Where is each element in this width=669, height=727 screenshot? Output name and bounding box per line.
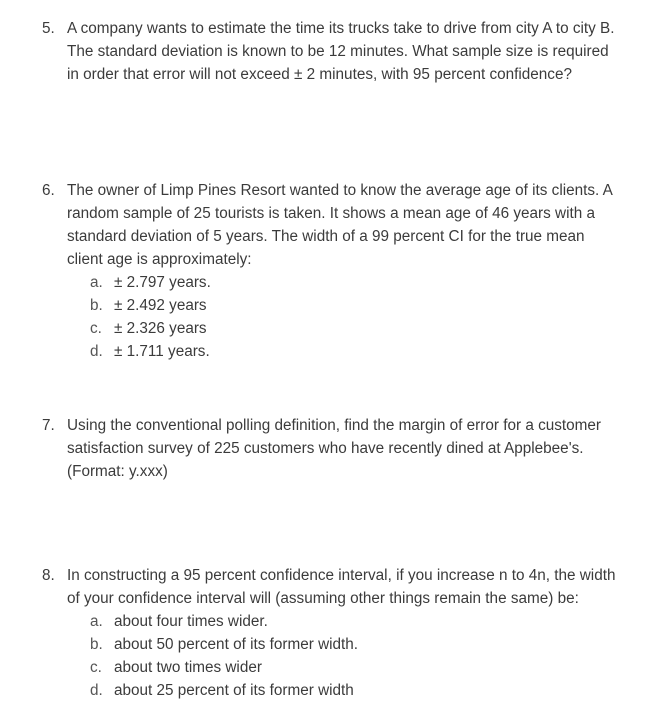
question-number: 7.	[42, 417, 55, 434]
option-text: about 50 percent of its former width.	[114, 636, 359, 653]
option-text: ± 2.326 years	[114, 320, 207, 337]
option-letter: a.	[90, 613, 103, 630]
question-text	[67, 17, 657, 86]
option-text: ± 1.711 years.	[114, 343, 210, 360]
option-text: ± 2.492 years	[114, 297, 207, 314]
question-number: 8.	[42, 567, 55, 584]
option-letter: c.	[90, 320, 102, 337]
question-line: The owner of Limp Pines Resort wanted to know the average age of its clients. A	[67, 182, 613, 199]
question-line: satisfaction survey of 225 customers who have recently dined at Applebee's.	[67, 440, 584, 457]
question-line: in order that error will not exceed ± 2 minutes, with 95 percent confidence?	[67, 66, 572, 83]
option-text: ± 2.797 years.	[114, 274, 211, 291]
question-text	[67, 414, 657, 483]
option-letter: d.	[90, 343, 103, 360]
question-line: random sample of 25 tourists is taken. It shows a mean age of 46 years with a	[67, 205, 596, 222]
option-text: about four times wider.	[114, 613, 268, 630]
question-line: client age is approximately:	[67, 251, 252, 268]
option-letter: d.	[90, 682, 103, 699]
question-line: Using the conventional polling definition, find the margin of error for a customer	[67, 417, 601, 434]
option-letter: c.	[90, 659, 102, 676]
question-line: of your confidence interval will (assuming other things remain the same) be:	[67, 590, 579, 607]
question-line: The standard deviation is known to be 12 minutes. What sample size is required	[67, 43, 609, 60]
question-line: A company wants to estimate the time its trucks take to drive from city A to city B.	[67, 20, 615, 37]
question-text	[67, 564, 657, 610]
option-text: about 25 percent of its former width	[114, 682, 354, 699]
option-letter: b.	[90, 636, 103, 653]
question-line: (Format: y.xxx)	[67, 463, 168, 480]
option-text: about two times wider	[114, 659, 262, 676]
question-number: 6.	[42, 182, 55, 199]
option-letter: b.	[90, 297, 103, 314]
question-line: In constructing a 95 percent confidence interval, if you increase n to 4n, the width	[67, 567, 616, 584]
question-line: standard deviation of 5 years. The width of a 99 percent CI for the true mean	[67, 228, 585, 245]
question-text	[67, 179, 657, 271]
question-number: 5.	[42, 20, 55, 37]
option-letter: a.	[90, 274, 103, 291]
